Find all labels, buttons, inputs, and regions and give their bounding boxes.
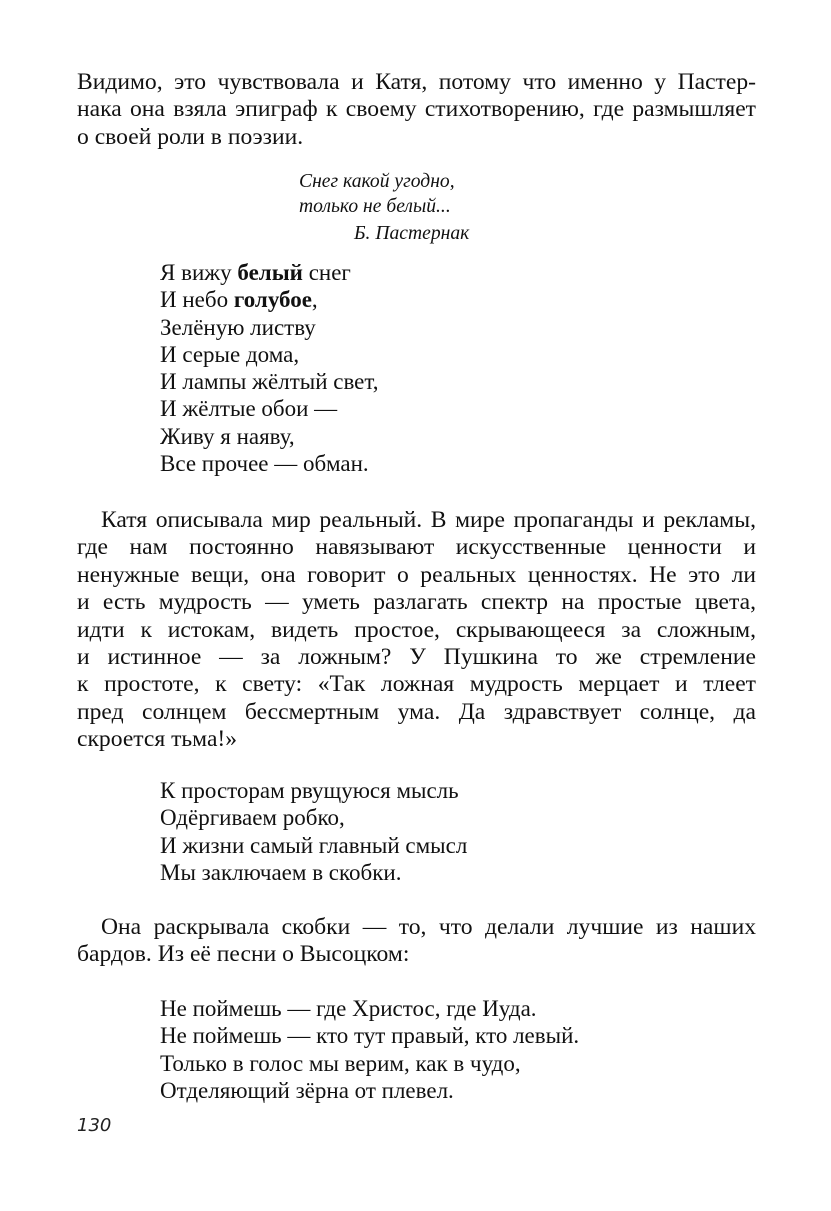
poem-line: К просторам рвущуюся мысль bbox=[160, 778, 459, 803]
poem-line: Мы заключаем в скобки. bbox=[160, 859, 402, 885]
text-line: Катя описывала мир реальный. В мире пропаганды и рекламы, bbox=[101, 507, 756, 533]
poem-line: И жизни самый главный смысл bbox=[160, 832, 468, 858]
page-number: 130 bbox=[77, 1115, 112, 1136]
poem-line: Только в голос мы верим, как в чудо, bbox=[160, 1050, 521, 1076]
poem-emphasis: голубое bbox=[233, 287, 312, 313]
text-line: где нам постоянно навязывают искусственные ценности и bbox=[77, 534, 756, 561]
text-line: и истинное — за ложным? У Пушкина то же стремление bbox=[77, 644, 756, 671]
text-line: скроется тьма!» bbox=[77, 726, 238, 753]
epigraph-author: Б. Пастернак bbox=[354, 223, 470, 244]
poem-line bbox=[160, 286, 378, 313]
text-line: Она раскрывала скобки — то, что делали лучшие из наших bbox=[101, 914, 756, 940]
poem-line: И лампы жёлтый свет, bbox=[160, 369, 379, 395]
text-line: ненужные вещи, она говорит о реальных ценностях. Не это ли bbox=[77, 561, 756, 588]
text-line: о своей роли в поэзии. bbox=[77, 123, 304, 150]
epigraph bbox=[299, 169, 469, 246]
poem-line: Живу я наяву, bbox=[160, 423, 295, 449]
text-line: нака она взяла эпиграф к своему стихотворению, где размышляет bbox=[77, 96, 756, 123]
poem-line: Зелёную листву bbox=[160, 314, 316, 340]
text-line: Видимо, это чувствовала и Катя, потому что именно у Пастер- bbox=[77, 69, 756, 95]
poem-line bbox=[160, 259, 378, 286]
text-line: бардов. Из её песни о Высоцком: bbox=[77, 941, 410, 968]
epigraph-line: Снег какой угодно, bbox=[299, 171, 455, 192]
text-line: пред солнцем бессмертным ума. Да здравствует солнце, да bbox=[77, 698, 756, 725]
text-line: идти к истокам, видеть простое, скрывающееся за сложным, bbox=[77, 616, 756, 643]
poem-emphasis: белый bbox=[237, 260, 303, 285]
poem-text: , bbox=[311, 287, 318, 313]
epigraph-line: только не белый... bbox=[299, 196, 451, 217]
poem-line: Не поймешь — кто тут правый, кто левый. bbox=[160, 1023, 580, 1049]
poem-brackets bbox=[160, 777, 467, 886]
poem-line: Одёргиваем робко, bbox=[160, 805, 345, 831]
poem-line: И жёлтые обои — bbox=[160, 396, 338, 422]
poem-line: И серые дома, bbox=[160, 341, 300, 367]
text-line: и есть мудрость — уметь разлагать спектр на простые цвета, bbox=[77, 589, 756, 616]
poem-line: Все прочее — обман. bbox=[160, 451, 369, 477]
poem-line: Не поймешь — где Христос, где Иуда. bbox=[160, 996, 537, 1021]
poem-text: И небо bbox=[160, 287, 234, 313]
poem-line: Отделяющий зёрна от плевел. bbox=[160, 1077, 454, 1103]
poem-vysotsky bbox=[160, 995, 579, 1104]
poem-text: снег bbox=[302, 260, 351, 285]
poem-white-snow bbox=[160, 259, 378, 477]
paragraph-intro bbox=[77, 69, 756, 151]
paragraph-real-world bbox=[77, 507, 756, 754]
poem-text: Я вижу bbox=[160, 260, 238, 285]
text-line: к простоте, к свету: «Так ложная мудрость мерцает и тлеет bbox=[77, 671, 756, 698]
paragraph-bards bbox=[77, 914, 756, 969]
